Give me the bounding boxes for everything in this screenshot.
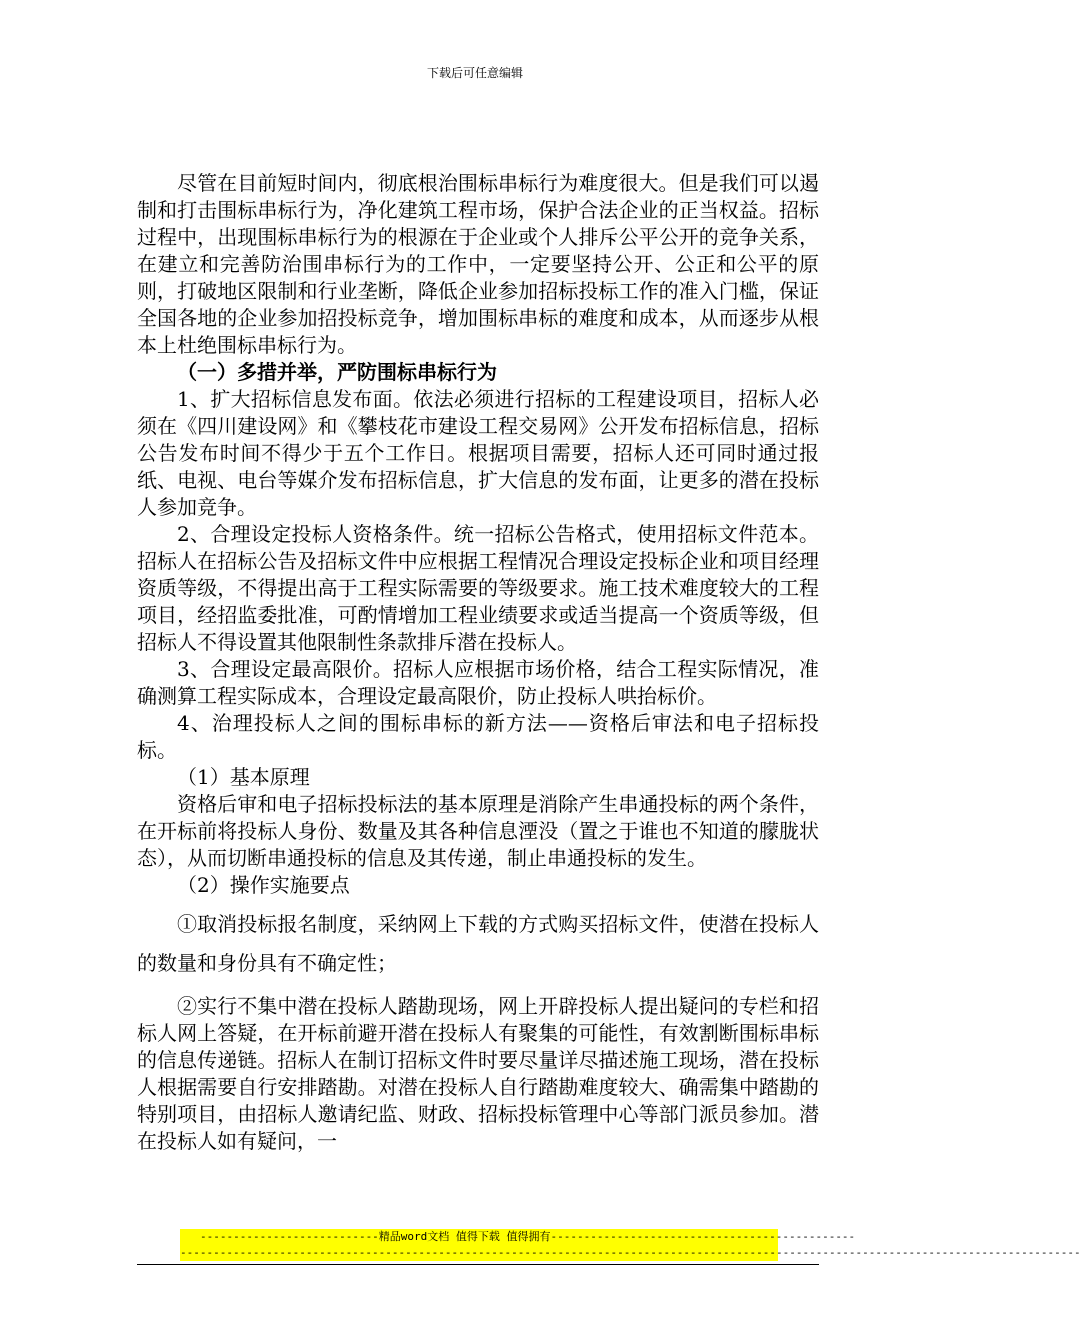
body-paragraph: 尽管在目前短时间内，彻底根治围标串标行为难度很大。但是我们可以遏制和打击围标串标行为，净化建筑工程市场，保护合法企业的正当权益。招标过程中，出现围标串标行为的根源在于企业或个人排斥公平公开的竞争关系，在建立和完善防治围串标行为的工作中，一定要坚持公开、公正和公平的原则，打破地区限制和行业垄断，降低企业参加招标投标工作的准入门槛，保证全国各地的企业参加招投标竞争，增加围标串标的难度和成本，从而逐步从根本上杜绝围标串标行为。 — [137, 171, 819, 357]
list-item: ②实行不集中潜在投标人踏勘现场，网上开辟投标人提出疑问的专栏和招标人网上答疑，在开标前避开潜在投标人有聚集的可能性，有效割断围标串标的信息传递链。招标人在制订招标文件时要尽量详尽描述施工现场，潜在投标人根据需要自行安排踏勘。对潜在投标人自行踏勘难度较大、确需集中踏勘的特别项目，由招标人邀请纪监、财政、招标投标管理中心等部门派员参加。潜在投标人如有疑问，一 — [137, 994, 819, 1153]
page-header: 下载后可任意编辑 — [426, 66, 523, 80]
footer-banner — [180, 1229, 1081, 1261]
subheading: （1）基本原理 — [177, 765, 310, 789]
section-heading: （一）多措并举，严防围标串标行为 — [177, 360, 497, 384]
body-paragraph: 3、合理设定最高限价。招标人应根据市场价格，结合工程实际情况，准确测算工程实际成本，合理设定最高限价，防止投标人哄抬标价。 — [137, 657, 819, 708]
document-body — [137, 170, 819, 1155]
body-paragraph: 4、治理投标人之间的围标串标的新方法——资格后审法和电子招标投标。 — [137, 711, 819, 762]
footer-banner-line: ---------------------------精品word文档 值得下载 值得拥有---------------------------------------------- — [200, 1230, 856, 1243]
footer-divider — [137, 1264, 819, 1265]
body-paragraph: 2、合理设定投标人资格条件。统一招标公告格式，使用招标文件范本。招标人在招标公告及招标文件中应根据工程情况合理设定投标企业和项目经理资质等级，不得提出高于工程实际需要的等级要求。施工技术难度较大的工程项目，经招监委批准，可酌情增加工程业绩要求或适当提高一个资质等级，但招标人不得设置其他限制性条款排斥潜在投标人。 — [137, 522, 819, 654]
footer-dash-line: ---------------------------------------------------------------------------------------------------------------------------------------- — [180, 1246, 1081, 1259]
subheading: （2）操作实施要点 — [177, 873, 350, 897]
body-paragraph: 资格后审和电子招标投标法的基本原理是消除产生串通投标的两个条件，在开标前将投标人身份、数量及其各种信息湮没（置之于谁也不知道的朦胧状态），从而切断串通投标的信息及其传递，制止串通投标的发生。 — [137, 792, 819, 870]
list-item: ①取消投标报名制度，采纳网上下载的方式购买招标文件，使潜在投标人的数量和身份具有不确定性； — [137, 912, 819, 975]
body-paragraph: 1、扩大招标信息发布面。依法必须进行招标的工程建设项目，招标人必须在《四川建设网》和《攀枝花市建设工程交易网》公开发布招标信息，招标公告发布时间不得少于五个工作日。根据项目需要，招标人还可同时通过报纸、电视、电台等媒介发布招标信息，扩大信息的发布面，让更多的潜在投标人参加竞争。 — [137, 387, 819, 519]
